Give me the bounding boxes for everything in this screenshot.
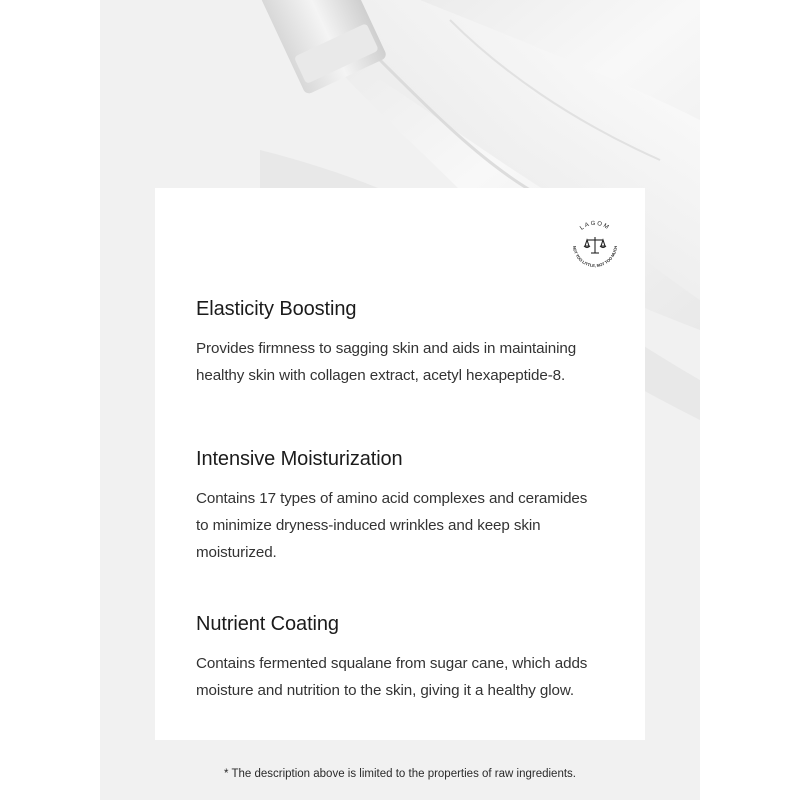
description-line: Provides firmness to sagging skin and aids in maintaining [196,340,577,357]
description-line: Contains fermented squalane from sugar cane, which adds [196,655,588,672]
benefit-description [196,335,636,389]
benefit-title: Intensive Moisturization [196,448,403,470]
benefit-elasticity-boosting [196,298,636,389]
description-line: Contains 17 types of amino acid complexes and ceramides [196,490,588,507]
badge-slogan: NOT TOO LITTLE, NOT TOO MUCH [571,245,619,269]
disclaimer-note: * The description above is limited to the properties of raw ingredients. [223,768,576,780]
description-line: to minimize dryness-induced wrinkles and keep skin [196,517,541,534]
benefit-description [196,485,636,566]
benefit-title: Nutrient Coating [196,613,339,635]
benefit-intensive-moisturization [196,448,636,566]
lagom-badge [565,215,625,275]
description-line: healthy skin with collagen extract, acetyl hexapeptide-8. [196,367,566,384]
description-line: moisture and nutrition to the skin, giving it a healthy glow. [196,682,575,699]
benefit-title: Elasticity Boosting [196,298,357,320]
description-line: moisturized. [196,544,277,561]
left-margin [0,0,100,800]
svg-text:LAGOM [579,221,610,232]
benefit-description [196,650,636,704]
right-margin [700,0,800,800]
balance-scale-icon [584,237,606,253]
benefit-nutrient-coating [196,613,636,704]
badge-brand: LAGOM [579,220,611,232]
